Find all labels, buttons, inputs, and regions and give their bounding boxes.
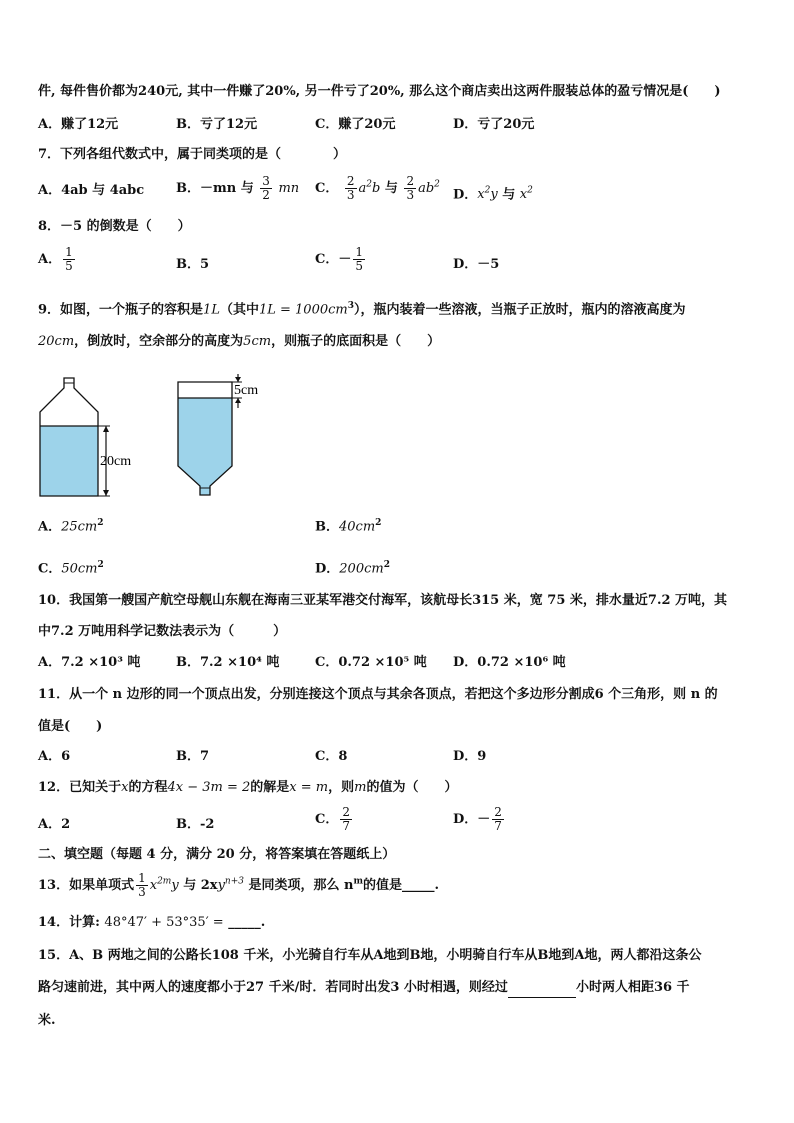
q11-option-a[interactable]: A．6 bbox=[38, 749, 71, 764]
q12-stem: 12．已知关于x的方程4x − 3m = 2的解是x = m，则m的值为（ ） bbox=[38, 780, 458, 795]
q7-option-c[interactable]: C． $\frac{2}{3}$ $a^2b$ 与 $\frac{2}{3}$ $ab^2$ bbox=[315, 174, 440, 202]
q7-b-term: mn bbox=[278, 181, 300, 196]
q6-option-b[interactable]: B．亏了12元 bbox=[176, 117, 258, 132]
q10-option-b[interactable]: B．7.2 ×10⁴ 吨 bbox=[176, 655, 280, 670]
q11-stem-line2: 值是( ) bbox=[38, 719, 103, 734]
q10-option-a[interactable]: A．7.2 ×10³ 吨 bbox=[38, 655, 141, 670]
q10-stem-line2: 中7.2 万吨用科学记数法表示为（ ） bbox=[38, 624, 287, 639]
q8-option-d[interactable]: D．－5 bbox=[453, 257, 500, 272]
q15-stem-line2: 路匀速前进，其中两人的速度都小于27 千米/时．若同时出发3 小时相遇，则经过 小时两人相距36 千 bbox=[38, 979, 690, 998]
q8-stem: 8．－5 的倒数是（ ） bbox=[38, 219, 191, 234]
q12-option-c[interactable]: C． $\frac{2}{7}$ bbox=[315, 805, 350, 833]
q6-stem-tail: 件, 每件售价都为240元, 其中一件赚了20%, 另一件亏了20%, 那么这个商店卖出这两件服装总体的盈亏情况是( ) bbox=[38, 84, 721, 99]
q11-option-b[interactable]: B．7 bbox=[176, 749, 210, 764]
q15-answer-blank[interactable] bbox=[508, 979, 576, 998]
label-20cm: 20cm bbox=[100, 454, 132, 469]
q7-c-fraction-1: $\frac{2}{3}$ bbox=[346, 174, 355, 202]
q12-option-a[interactable]: A．2 bbox=[38, 817, 71, 832]
q6-option-c[interactable]: C．赚了20元 bbox=[315, 117, 396, 132]
q6-option-a[interactable]: A．赚了12元 bbox=[38, 117, 119, 132]
q7-option-a[interactable]: A．4ab 与 4abc bbox=[38, 183, 145, 198]
q12-d-fraction: $\frac{2}{7}$ bbox=[494, 805, 502, 833]
q11-option-c[interactable]: C．8 bbox=[315, 749, 348, 764]
q10-option-c[interactable]: C．0.72 ×10⁵ 吨 bbox=[315, 655, 427, 670]
q8-option-b[interactable]: B．5 bbox=[176, 257, 210, 272]
q9-stem-line1: 9．如图，一个瓶子的容积是1L（其中$1L = 1000cm^3$），瓶内装着一些溶液，当瓶子正放时，瓶内的溶液高度为 bbox=[38, 301, 686, 318]
q12-option-d[interactable]: D．－ $\frac{2}{7}$ bbox=[453, 805, 502, 833]
q6-option-d[interactable]: D．亏了20元 bbox=[453, 117, 535, 132]
q12-c-fraction: $\frac{2}{7}$ bbox=[342, 805, 350, 833]
q7-option-d[interactable]: D．$x^2y$ 与 $x^2$ bbox=[453, 186, 533, 203]
q7-b-fraction: $\frac{3}{2}$ bbox=[262, 174, 270, 202]
q8-option-c[interactable]: C．－ $\frac{1}{5}$ bbox=[315, 245, 363, 273]
q15-stem-line3: 米. bbox=[38, 1013, 56, 1028]
upright-bottle bbox=[40, 378, 131, 496]
inverted-bottle bbox=[178, 374, 258, 495]
q9-option-a[interactable]: A．$25cm^2$ bbox=[38, 518, 104, 535]
label-5cm: 5cm bbox=[234, 383, 259, 398]
q13-stem: 13．如果单项式 $\frac{1}{3}$ $x^{2m}y$ 与 $2xy^{n+3}$ 是同类项，那么 $n^m$的值是_____. bbox=[38, 871, 440, 899]
section-2-heading: 二、填空题（每题 4 分，满分 20 分，将答案填在答题纸上） bbox=[38, 847, 396, 862]
q7-option-b[interactable] bbox=[176, 175, 299, 202]
bottle-figure bbox=[36, 374, 276, 500]
q9-option-d[interactable]: D．$200cm^2$ bbox=[315, 560, 390, 577]
q13-fraction: $\frac{1}{3}$ bbox=[138, 871, 146, 899]
q7-c-fraction-2: $\frac{2}{3}$ bbox=[406, 174, 415, 202]
q8-c-fraction: $\frac{1}{5}$ bbox=[355, 245, 363, 273]
q12-option-b[interactable]: B．-2 bbox=[176, 817, 215, 832]
q10-option-d[interactable]: D．0.72 ×10⁶ 吨 bbox=[453, 655, 566, 670]
q9-option-c[interactable]: C．$50cm^2$ bbox=[38, 560, 104, 577]
q10-stem-line1: 10．我国第一艘国产航空母舰山东舰在海南三亚某军港交付海军，该航母长315 米，宽 75 米，排水量近7.2 万吨，其 bbox=[38, 593, 728, 608]
q8-a-fraction: $\frac{1}{5}$ bbox=[65, 245, 73, 273]
q8-option-a[interactable]: A． $\frac{1}{5}$ bbox=[38, 245, 73, 273]
q14-stem: 14．计算: 48°47′ + 53°35′ = _____. bbox=[38, 915, 266, 930]
q11-option-d[interactable]: D．9 bbox=[453, 749, 487, 764]
q7-stem: 7．下列各组代数式中，属于同类项的是（ ） bbox=[38, 147, 347, 162]
q9-option-b[interactable]: B．$40cm^2$ bbox=[315, 518, 382, 535]
q9-stem-line2: 20cm，倒放时，空余部分的高度为5cm，则瓶子的底面积是（ ） bbox=[38, 334, 441, 349]
q11-stem-line1: 11．从一个 n 边形的同一个顶点出发，分别连接这个顶点与其余各顶点，若把这个多边形分割成6 个三角形，则 n 的 bbox=[38, 687, 718, 702]
q15-stem-line1: 15．A、B 两地之间的公路长108 千米，小光骑自行车从A地到B地，小明骑自行车从B地到A地，两人都沿这条公 bbox=[38, 948, 702, 963]
q7-b-prefix: B．－mn 与 bbox=[176, 181, 254, 196]
